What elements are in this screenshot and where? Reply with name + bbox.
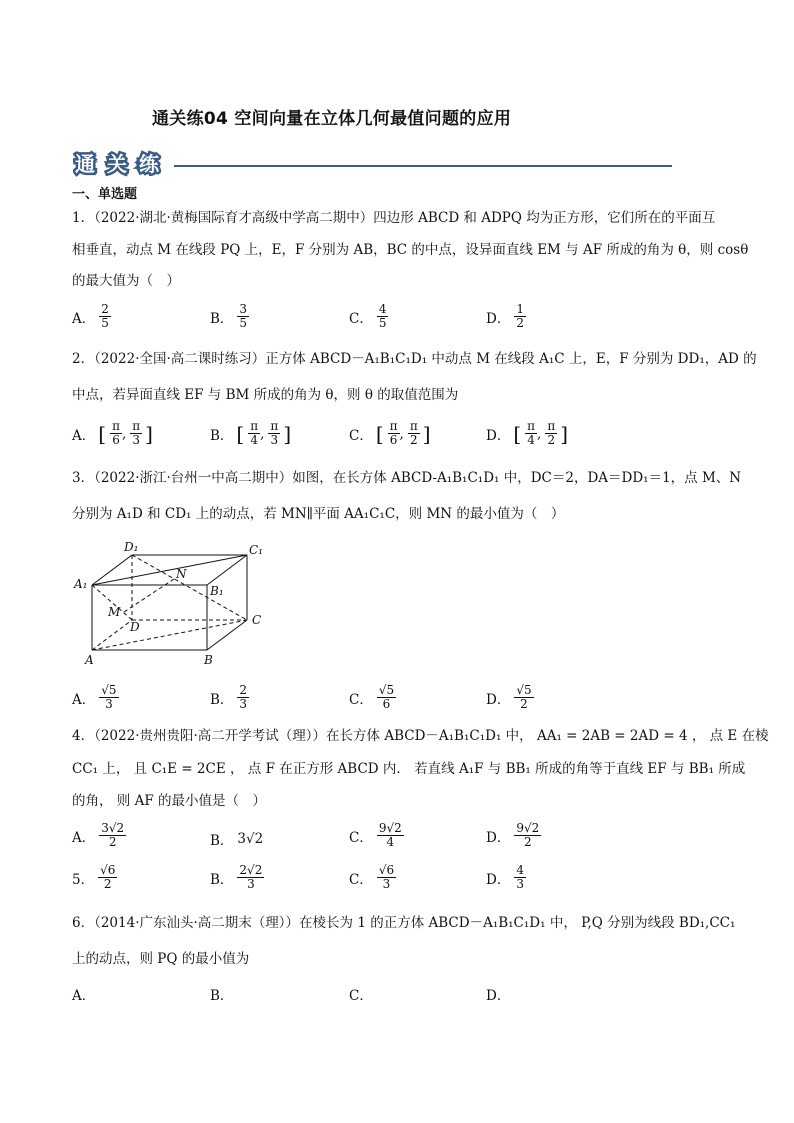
cuboid-figure (72, 540, 282, 674)
q5-option-b[interactable]: B． $\frac{2√2}{3}$ (210, 863, 263, 891)
q1-line-2: 相垂直，动点 M 在线段 PQ 上，E，F 分别为 AB，BC 的中点，设异面直线 EM 与 AF 所成的角为 θ，则 cosθ (72, 242, 749, 258)
q3-line-1: 3．（2022·浙江·台州一中高二期中）如图，在长方体 ABCD-A₁B₁C₁D₁ 中，DC＝2，DA＝DD₁＝1，点 M、N (72, 470, 742, 486)
edge-b1c1 (207, 555, 247, 585)
q2-option-b[interactable]: B． [ $\frac{\pi}{4}$ , $\frac{\pi}{3}$ ] (210, 419, 292, 447)
q5-option-d[interactable]: D． $\frac{4}{3}$ (486, 863, 524, 891)
q4-option-a[interactable]: A． $\frac{3√2}{2}$ (72, 821, 125, 849)
q6-line-2: 上的动点，则 PQ 的最小值为 (72, 951, 250, 967)
q4-line-2: CC₁ 上， 且 C₁E = 2CE ， 点 F 在正方形 ABCD 内． 若直线 A₁F 与 BB₁ 所成的角等于直线 EF 与 BB₁ 所成 (72, 761, 746, 777)
badge-char-1: 通 (75, 152, 95, 176)
label-c1: C₁ (249, 543, 263, 557)
segment-a1c1 (92, 555, 247, 585)
q4-option-c[interactable]: C． $\frac{9√2}{4}$ (349, 821, 402, 849)
q6-option-a[interactable]: A． (72, 988, 96, 1004)
q1-option-d[interactable]: D． $\frac{1}{2}$ (486, 302, 524, 330)
section-heading: 一、单选题 (72, 187, 138, 202)
q6-line-1: 6．（2014·广东汕头·高二期末（理））在棱长为 1 的正方体 ABCD－A₁B₁C₁D₁ 中， P,Q 分别为线段 BD₁,CC₁ (72, 915, 736, 931)
q5-option-c[interactable]: C． $\frac{√6}{3}$ (349, 863, 395, 891)
label-d: D (130, 620, 140, 634)
q1-option-b[interactable]: B． $\frac{3}{5}$ (210, 302, 248, 330)
label-a1: A₁ (74, 577, 88, 591)
q3-line-2: 分别为 A₁D 和 CD₁ 上的动点，若 MN∥平面 AA₁C₁C，则 MN 的最小值为（ ） (72, 506, 565, 522)
label-b1: B₁ (210, 584, 224, 598)
q2-option-d[interactable]: D． [ $\frac{\pi}{4}$ , $\frac{\pi}{2}$ ] (486, 419, 569, 447)
label-b: B (204, 653, 213, 667)
q3-option-c[interactable]: C． $\frac{√5}{6}$ (349, 683, 395, 711)
q4-line-1: 4．（2022·贵州贵阳·高二开学考试（理））在长方体 ABCD－A₁B₁C₁D₁ 中， AA₁ = 2AB = 2AD = 4 ， 点 E 在棱 (72, 728, 769, 744)
q3-option-a[interactable]: A． $\frac{√5}{3}$ (72, 683, 117, 711)
badge-underline (174, 165, 672, 167)
edge-a1d1 (92, 555, 132, 585)
label-c: C (252, 613, 262, 627)
segment-cd1 (132, 555, 247, 620)
q4-option-d[interactable]: D． $\frac{9√2}{2}$ (486, 821, 540, 849)
q1-line-3: 的最大值为（ ） (72, 273, 180, 289)
q2-option-c[interactable]: C． [ $\frac{\pi}{6}$ , $\frac{\pi}{2}$ ] (349, 419, 431, 447)
edge-ad (92, 620, 132, 650)
q6-option-b[interactable]: B． (210, 988, 234, 1004)
q3-option-b[interactable]: B． $\frac{2}{3}$ (210, 683, 248, 711)
q6-option-d[interactable]: D． (486, 988, 511, 1004)
q5-option-a[interactable]: 5． $\frac{√6}{2}$ (72, 863, 116, 891)
q2-line-1: 2．（2022·全国·高二课时练习）正方体 ABCD－A₁B₁C₁D₁ 中动点 M 在线段 A₁C 上，E，F 分别为 DD₁，AD 的 (72, 351, 757, 367)
q6-option-c[interactable]: C． (349, 988, 373, 1004)
badge-char-2: 关 (107, 152, 127, 176)
q1-option-c[interactable]: C． $\frac{4}{5}$ (349, 302, 387, 330)
q1-line-1: 1．（2022·湖北·黄梅国际育才高级中学高二期中）四边形 ABCD 和 ADPQ 均为正方形，它们所在的平面互 (72, 210, 716, 226)
badge-char-3: 练 (139, 152, 159, 176)
q1-option-a[interactable]: A． $\frac{2}{5}$ (72, 302, 109, 330)
edge-bc (207, 620, 247, 650)
segment-ac (92, 620, 247, 650)
badge (73, 146, 173, 184)
label-n: N (176, 567, 187, 581)
label-m: M (108, 605, 121, 619)
q3-option-d[interactable]: D． $\frac{√5}{2}$ (486, 683, 532, 711)
label-d1: D₁ (124, 540, 139, 554)
page-title: 通关练04 空间向量在立体几何最值问题的应用 (152, 109, 512, 129)
q4-line-3: 的角， 则 AF 的最小值是（ ） (72, 793, 266, 809)
q2-line-2: 中点，若异面直线 EF 与 BM 所成的角为 θ，则 θ 的取值范围为 (72, 387, 459, 403)
label-a: A (85, 653, 94, 667)
q2-option-a[interactable]: A． [ $\frac{\pi}{6}$ , $\frac{\pi}{3}$ ] (72, 419, 153, 447)
q4-option-b[interactable]: B． 3√2 (210, 831, 264, 849)
